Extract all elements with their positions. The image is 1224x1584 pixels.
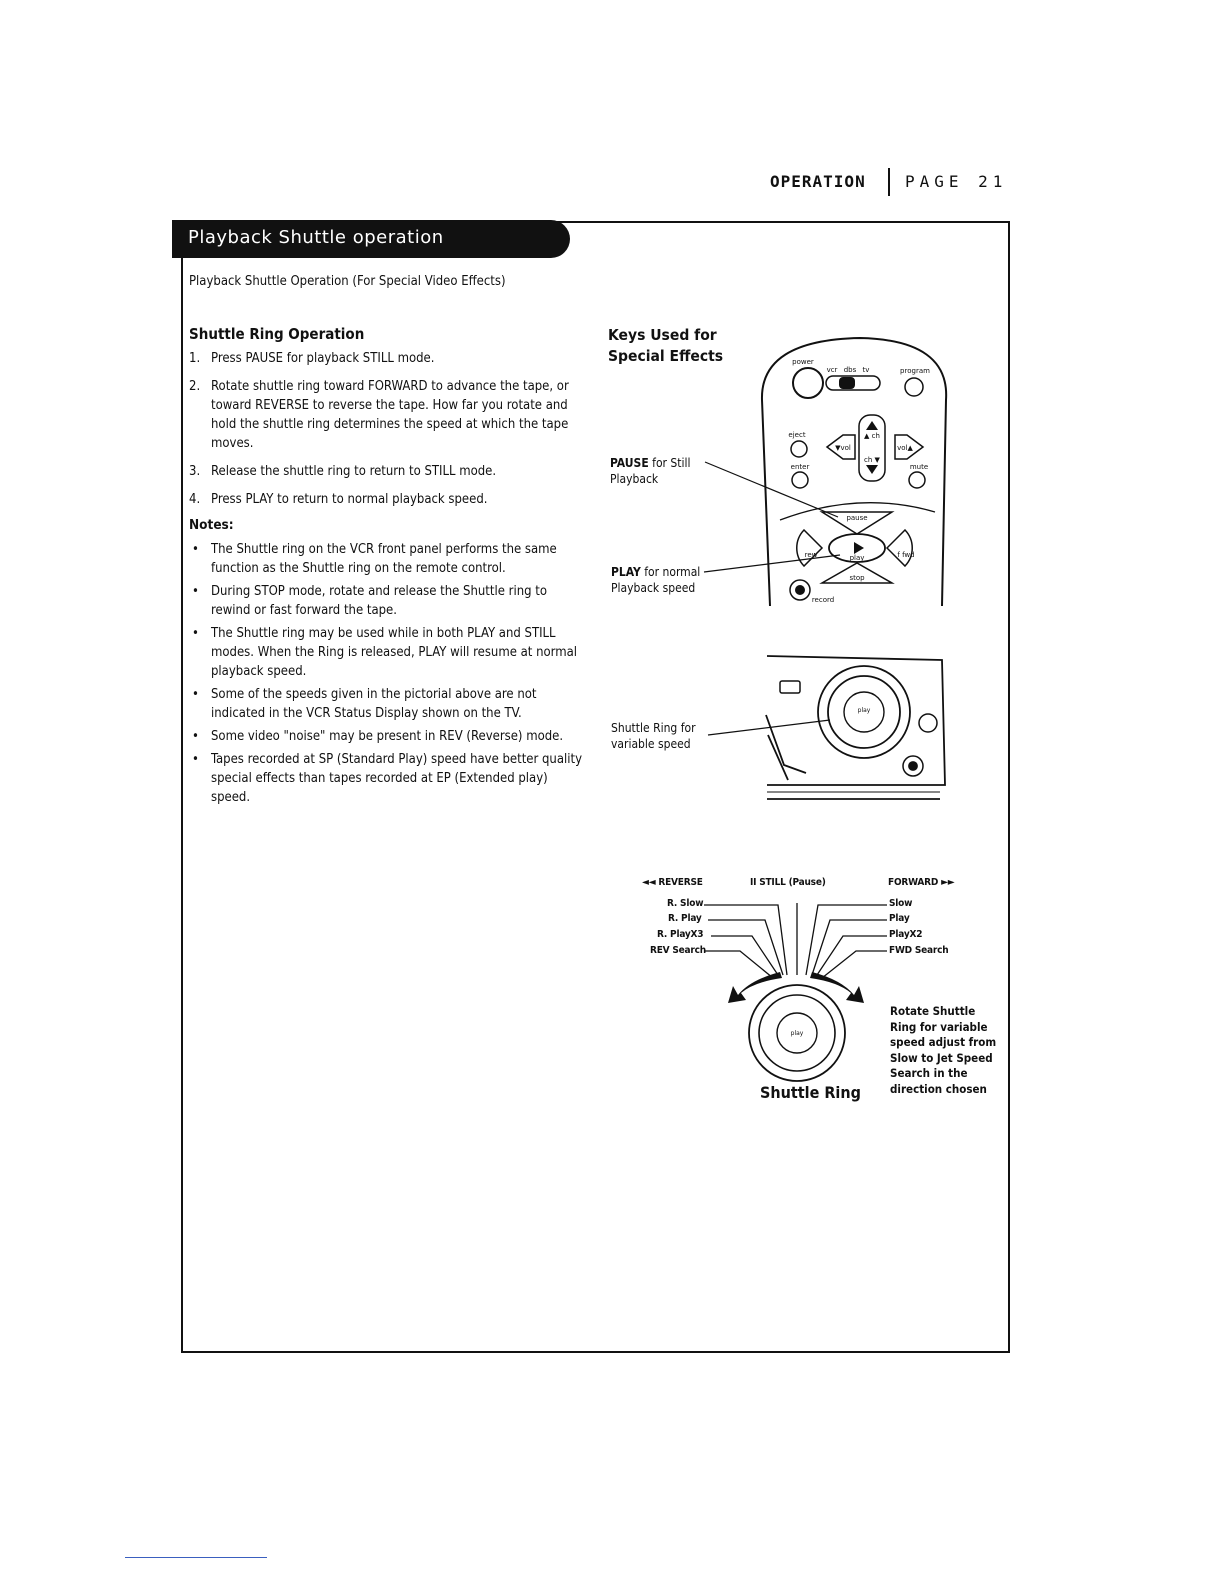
rotate-right-arrow-icon bbox=[810, 972, 864, 1003]
program-label: program bbox=[900, 367, 930, 375]
vol-up-label: vol▲ bbox=[897, 444, 913, 452]
speed-label-left: R. PlayX3 bbox=[657, 929, 704, 940]
rotate-note bbox=[890, 1004, 1020, 1097]
bullet-icon: • bbox=[192, 584, 199, 599]
step-text: Press PAUSE for playback STILL mode. bbox=[211, 351, 435, 366]
leader-line-left bbox=[704, 905, 787, 975]
leader-line-right bbox=[806, 905, 887, 975]
play-callout-key: PLAY bbox=[611, 565, 641, 579]
step-number: 1. bbox=[189, 351, 201, 366]
forward-label: FORWARD ►► bbox=[888, 877, 955, 888]
record-label: record bbox=[811, 596, 835, 604]
bullet-icon: • bbox=[192, 752, 199, 767]
ring-callout-text: Shuttle Ring for bbox=[611, 721, 696, 735]
play-label: play bbox=[849, 554, 865, 562]
speed-label-right: Slow bbox=[889, 898, 913, 909]
stop-label: stop bbox=[849, 574, 865, 582]
note-text: Tapes recorded at SP (Standard Play) speed have better quality special effects than tapes recorded at EP (Extended play) speed. bbox=[211, 752, 583, 805]
note-text: Some of the speeds given in the pictorial above are not indicated in the VCR Status Display shown on the TV. bbox=[211, 687, 537, 721]
rotate-note-line: Search in the bbox=[890, 1066, 968, 1080]
bullet-icon: • bbox=[192, 542, 199, 557]
keys-heading-line: Keys Used for bbox=[608, 326, 717, 344]
keys-heading-line: Special Effects bbox=[608, 347, 724, 365]
speed-label-right: FWD Search bbox=[889, 945, 949, 956]
reverse-label: ◄◄ REVERSE bbox=[642, 877, 703, 888]
mute-label: mute bbox=[909, 463, 929, 471]
note-text: The Shuttle ring on the VCR front panel performs the same function as the Shuttle ring on the remote control. bbox=[211, 542, 557, 576]
step-number: 4. bbox=[189, 492, 201, 507]
bullet-icon: • bbox=[192, 687, 199, 702]
speed-label-right: Play bbox=[889, 913, 910, 924]
speed-label-left: R. Slow bbox=[667, 898, 704, 909]
note-text: Some video "noise" may be present in REV (Reverse) mode. bbox=[211, 729, 564, 744]
step-text: Release the shuttle ring to return to STILL mode. bbox=[211, 464, 497, 479]
page-number: PAGE 21 bbox=[905, 172, 1008, 191]
diagram-play-label: play bbox=[790, 1030, 804, 1037]
speed-label-left: R. Play bbox=[668, 913, 702, 924]
step-text: Rotate shuttle ring toward FORWARD to advance the tape, or toward REVERSE to reverse the tape. How far you rotate and hold the shuttle ring determines the speed at which the tape moves. bbox=[211, 379, 569, 451]
leader-line-right bbox=[817, 936, 887, 975]
note-text: The Shuttle ring may be used while in both PLAY and STILL modes. When the Ring is released, PLAY will resume at normal playback speed. bbox=[211, 626, 578, 679]
bullet-icon: • bbox=[192, 626, 199, 641]
ch-down-label: ch ▼ bbox=[864, 456, 880, 464]
step-number: 2. bbox=[189, 379, 201, 394]
speed-label-right: PlayX2 bbox=[889, 929, 923, 940]
tv-label: tv bbox=[862, 366, 870, 374]
enter-label: enter bbox=[790, 463, 810, 471]
vol-down-label: ▼vol bbox=[835, 444, 851, 452]
note-text: During STOP mode, rotate and release the Shuttle ring to rewind or fast forward the tape. bbox=[211, 584, 547, 618]
panel-play-label: play bbox=[857, 707, 871, 714]
page-title: Playback Shuttle operation bbox=[188, 227, 444, 248]
power-label: power bbox=[792, 358, 814, 366]
ring-callout-text: variable speed bbox=[611, 737, 691, 751]
leader-line-right bbox=[822, 951, 887, 978]
rotate-note-line: Ring for variable bbox=[890, 1019, 988, 1034]
pause-callout-text: for Still bbox=[648, 456, 691, 470]
step-text: Press PLAY to return to normal playback speed. bbox=[211, 492, 488, 507]
shuttle-ring-caption: Shuttle Ring bbox=[760, 1083, 861, 1102]
play-callout-text: Playback speed bbox=[611, 581, 696, 595]
shuttle-ring-heading: Shuttle Ring Operation bbox=[189, 325, 365, 343]
play-callout-text: for normal bbox=[640, 565, 701, 579]
notes-heading: Notes: bbox=[189, 517, 234, 533]
rotate-note-line: Rotate Shuttle bbox=[890, 1004, 976, 1018]
pause-callout-key: PAUSE bbox=[610, 456, 649, 470]
rotate-note-line: speed adjust from bbox=[890, 1035, 997, 1049]
dbs-label: dbs bbox=[843, 366, 857, 374]
rew-label: rew bbox=[804, 551, 818, 559]
still-label: II STILL (Pause) bbox=[750, 877, 826, 888]
page-subtitle: Playback Shuttle Operation (For Special Video Effects) bbox=[189, 274, 506, 289]
step-number: 3. bbox=[189, 464, 201, 479]
ch-up-label: ▲ ch bbox=[864, 432, 880, 440]
eject-label: eject bbox=[788, 431, 806, 439]
ffwd-label: f fwd bbox=[897, 551, 915, 559]
vcr-label: vcr bbox=[826, 366, 838, 374]
rotate-note-line: Slow to Jet Speed bbox=[890, 1050, 993, 1065]
pause-label: pause bbox=[846, 514, 868, 522]
pause-callout-text: Playback bbox=[610, 472, 659, 486]
section-title: OPERATION bbox=[770, 172, 866, 191]
rotate-left-arrow-icon bbox=[728, 972, 782, 1003]
leader-line-left bbox=[705, 951, 773, 978]
speed-label-left: REV Search bbox=[650, 945, 706, 956]
bullet-icon: • bbox=[192, 729, 199, 744]
footer-rule bbox=[125, 1557, 267, 1558]
rotate-note-line: direction chosen bbox=[890, 1081, 987, 1096]
